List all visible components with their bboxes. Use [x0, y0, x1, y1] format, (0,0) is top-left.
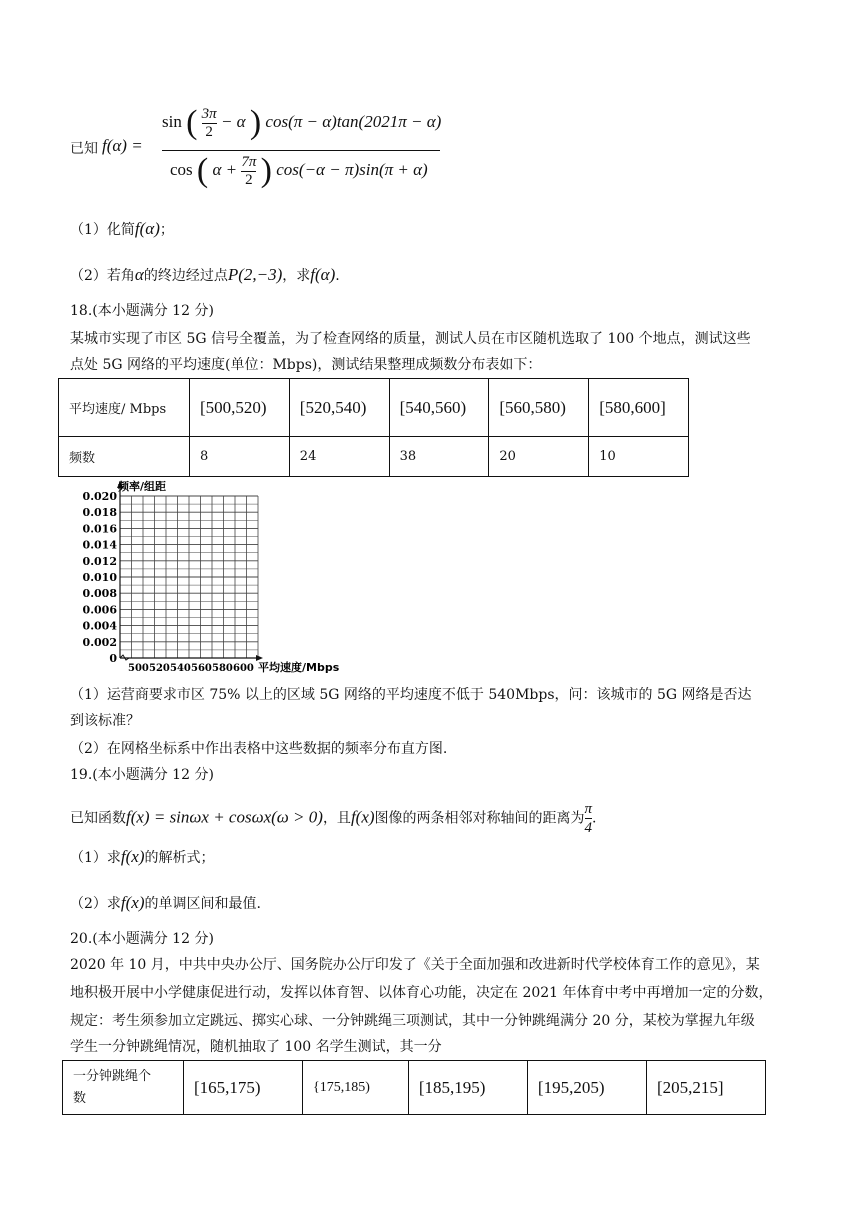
xtick-label: 580: [212, 663, 233, 674]
q18-interval-4: [560,580): [489, 379, 589, 437]
q18-heading: 18.(本小题满分 12 分): [70, 303, 214, 319]
q18-grid-chart: [70, 478, 360, 678]
q18-count-5: 10: [589, 437, 689, 477]
q19-sub1: （1）求f(x)的解析式；: [70, 847, 215, 866]
q17-sub2: （2）若角α的终边经过点P(2,−3)，求f(α).: [70, 265, 340, 284]
q17-num-sin: sin: [162, 111, 182, 131]
q18-table-row2-label: 频数: [59, 437, 190, 477]
q18-interval-5: [580,600]: [589, 379, 689, 437]
q20-interval-1: [165,175): [184, 1061, 303, 1115]
q18-sub2: （2）在网格坐标系中作出表格中这些数据的频率分布直方图.: [70, 741, 448, 757]
q19-func: f(x) = sinωx + cosωx(ω > 0): [126, 807, 323, 827]
ytick-label: 0.012: [82, 554, 117, 568]
grid-xtick-labels: [128, 663, 254, 674]
ytick-label: 0.020: [82, 490, 117, 503]
q17-den-rest: cos(−α − π)sin(π + α): [276, 159, 428, 179]
q17-numerator: sin ( $\frac{3\pi}{2}$ − α ) cos(π − α)tan(2021π − α): [162, 104, 442, 141]
q17-point: P(2,−3): [227, 265, 283, 284]
q20-table: [62, 1060, 766, 1115]
q17-func: f(α) =: [102, 136, 143, 155]
grid-ytick-labels: [83, 490, 118, 665]
q18-interval-3: [540,560): [389, 379, 489, 437]
q17-fraction-bar: [162, 150, 440, 151]
q18-count-4: 20: [489, 437, 589, 477]
q19-sub2: （2）求f(x)的单调区间和最值.: [70, 893, 261, 912]
q17-intro: 已知: [70, 141, 98, 157]
q17-sub1: （1）化简f(α)；: [70, 219, 174, 238]
q20-line2: 地积极开展中小学健康促进行动，发挥以体育智、以体育心功能，决定在 2021 年体育中考中再增加一定的分数，: [70, 985, 773, 1001]
ytick-label: 0.004: [82, 619, 117, 633]
ytick-label: 0.010: [82, 571, 117, 584]
grid-ylabel: 频率/组距: [118, 480, 167, 493]
q18-count-1: 8: [190, 437, 290, 477]
q17-den-frac: $\frac{7\pi}{2}$: [241, 153, 257, 188]
q19-frac: $\frac{\pi}{4}$: [584, 801, 593, 836]
ytick-label: 0.018: [82, 506, 117, 520]
xtick-label: 520: [149, 663, 170, 674]
q20-interval-3: [185,195): [408, 1061, 527, 1115]
q17-denominator: cos ( α + $\frac{7\pi}{2}$ ) cos(−α − π)sin(π + α): [170, 152, 428, 189]
ytick-label: 0.006: [82, 603, 117, 617]
q20-table-label: 一分钟跳绳个 数: [63, 1061, 184, 1115]
q18-table-row1-label: 平均速度/ Mbps: [59, 379, 190, 437]
q19-heading: 19.(本小题满分 12 分): [70, 767, 214, 783]
grid-lines: [120, 496, 258, 658]
q18-interval-1: [500,520): [190, 379, 290, 437]
q17-num-rest: cos(π − α)tan(2021π − α): [265, 111, 442, 131]
q17-num-frac: $\frac{3\pi}{2}$: [201, 105, 217, 140]
grid-xlabel: 平均速度/Mbps: [258, 661, 340, 674]
ytick-label: 0.002: [82, 635, 117, 649]
xtick-label: 560: [191, 663, 212, 674]
q19-text: 已知函数f(x) = sinωx + cosωx(ω > 0)，且f(x)图像的两条相邻对称轴间的距离为 $\frac{\pi}{4}$ .: [70, 801, 597, 836]
xtick-label: 600: [233, 663, 254, 674]
grid-axes: [117, 481, 263, 661]
q18-frequency-table: [58, 378, 689, 477]
xtick-label: 540: [170, 663, 191, 674]
q18-sub1-line2: 到该标准？: [70, 713, 140, 729]
q20-interval-2: {175,185): [303, 1061, 409, 1115]
q20-interval-5: [205,215]: [646, 1061, 765, 1115]
q18-sub1-line1: （1）运营商要求市区 75% 以上的区域 5G 网络的平均速度不低于 540Mbps，问：该城市的 5G 网络是否达: [70, 687, 752, 703]
q20-line4: 学生一分钟跳绳情况，随机抽取了 100 名学生测试，其一分: [70, 1039, 442, 1055]
q20-heading: 20.(本小题满分 12 分): [70, 931, 214, 947]
q17-den-alpha-plus: α +: [212, 159, 238, 179]
q18-text-line2: 点处 5G 网络的平均速度(单位：Mbps)，测试结果整理成频数分布表如下：: [70, 357, 542, 373]
q17-formula: [70, 104, 470, 192]
q20-line3: 规定：考生须参加立定跳远、掷实心球、一分钟跳绳三项测试，其中一分钟跳绳满分 20 分，某校为掌握九年级: [70, 1013, 755, 1029]
ytick-label: 0.016: [82, 522, 117, 536]
ytick-label: 0.014: [82, 538, 117, 552]
q18-count-3: 38: [389, 437, 489, 477]
q20-line1: 2020 年 10 月，中共中央办公厅、国务院办公厅印发了《关于全面加强和改进新时代学校体育工作的意见》，某: [70, 957, 760, 973]
ytick-label: 0.008: [82, 587, 117, 601]
q18-count-2: 24: [289, 437, 389, 477]
q17-num-minus-alpha: − α: [220, 111, 246, 131]
ytick-label: 0: [109, 652, 117, 665]
q18-text-line1: 某城市实现了市区 5G 信号全覆盖，为了检查网络的质量，测试人员在市区随机选取了 100 个地点，测试这些: [70, 331, 751, 347]
xtick-label: 500: [128, 663, 149, 674]
q17-sub1-expr: f(α): [134, 219, 160, 238]
q20-interval-4: [195,205): [527, 1061, 646, 1115]
q17-den-cos: cos: [170, 159, 193, 179]
q18-interval-2: [520,540): [289, 379, 389, 437]
